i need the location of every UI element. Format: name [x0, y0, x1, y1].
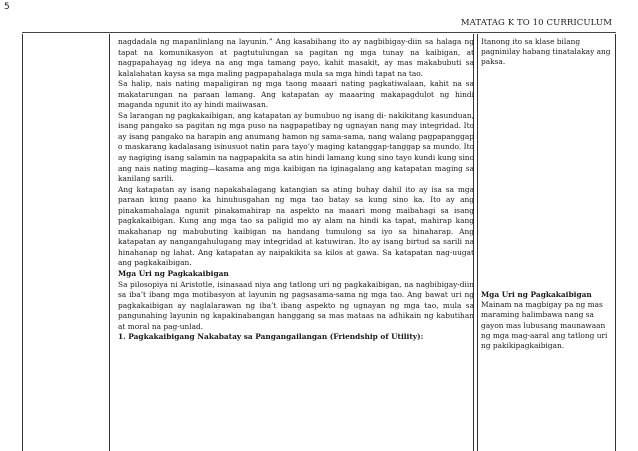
teacher-note-text: Itanong ito sa klase bilang pagninilay habang tinatalakay ang paksa. [481, 37, 611, 67]
column-divider [477, 34, 478, 451]
curriculum-header: MATATAG K TO 10 CURRICULUM [460, 18, 612, 28]
teacher-note-heading: Mga Uri ng Pagkakaibigan [481, 290, 592, 299]
teacher-note [481, 37, 613, 68]
section-heading: Mga Uri ng Pagkakaibigan [118, 269, 229, 279]
paragraph: Sa halip, nais nating mapaligiran ng mga taong maaari nating pagkatiwalaan, kahit na sa makatarungan na paraan lamang. Ang katapatan ay maaaring makapagdulot ng hindi maganda ngunit ito ay hindi maiiwasan. [118, 79, 474, 110]
page-number: 5 [4, 2, 10, 12]
paragraph: Sa pilosopiya ni Aristotle, isinasaad niya ang tatlong uri ng pagkakaibigan, na nagbibigay-diin sa iba’t ibang mga motibasyon at layunin ng pagsasama-sama ng mga tao. Ang bawat uri ng pagkakaibigan ay naglalarawan ng iba’t ibang aspekto ng ugnayan ng mga tao, mula sa pangunahing layunin ng kapakinabangan hanggang sa mas mataas na adhikain ng kabutihan at moral na pag-unlad. [118, 279, 474, 331]
teacher-note [481, 290, 613, 351]
paragraph: Sa larangan ng pagkakaibigan, ang katapatan ay bumubuo ng isang di- nakikitang kasunduan, isang pangako sa pagitan ng mga puso na nagpapatibay ng ugnayan nang may integridad. Ito ay isang pangako na harapin ang anumang hamon ng sama-sama, nang walang pagpapanggap o maskarang kadalasang isinusuot natin para tayo’y maging katanggap-tanggap sa mundo. Ito ay nagiging isang salamin na nagpapakita sa atin hindi lamang kung sino tayo kundi kung sino ang nais nating maging—kasama ang mga kaibigan na iginagalang ang katapatan maging sa kanilang sarili. [118, 110, 475, 184]
main-content [118, 37, 474, 343]
paragraph: Ang katapatan ay isang napakahalagang katangian sa ating buhay dahil ito ay isa sa mga paraan kung paano ka hinuhusgahan ng mga tao batay sa kung sino ka. Ito ay ang pinakamahalaga ngunit pinakamahirap na aspekto na maaari mong maibahagi sa isang pagkakaibigan. Kung ang mga tao sa paligid mo ay alam na hindi ka tapat, mahirap kang makahanap ng mabubuting kaibigan na handang tumulong sa iyo sa hinaharap. Ang katapatan ay nangangahulugang may integridad at katuwiran. Ito ay isang birtud sa sarili na hinahanap ng lahat. Ang katapatan ay naipakikita sa kilos at gawa. Sa katapatan nag-uugat ang pagkakaibigan. [118, 184, 474, 268]
paragraph: nagdadala ng mapanlinlang na layunin.” Ang kasabihang ito ay nagbibigay-diin sa halaga ng tapat na komunikasyon at pagtutulungan sa pagitan ng mga tunay na kaibigan, at nagpapahayag ng ideya na ang mga tamang payo, kahit masakit, ay mas makabubuti sa kalalahatan kaysa sa mga maling pagpapahalaga mula sa mga hindi tapat na tao. [118, 37, 474, 78]
column-divider [109, 34, 110, 451]
teacher-note-text: Mainam na magbigay pa ng mas maraming halimbawa nang sa gayon mas lubusang maunawaan ng mga mag-aaral ang tatlong uri ng pakikipagkaibigan. [481, 300, 608, 351]
subheading: 1. Pagkakaibigang Nakabatay sa Pangangailangan (Friendship of Utility): [118, 332, 424, 342]
header-rule [22, 32, 616, 33]
